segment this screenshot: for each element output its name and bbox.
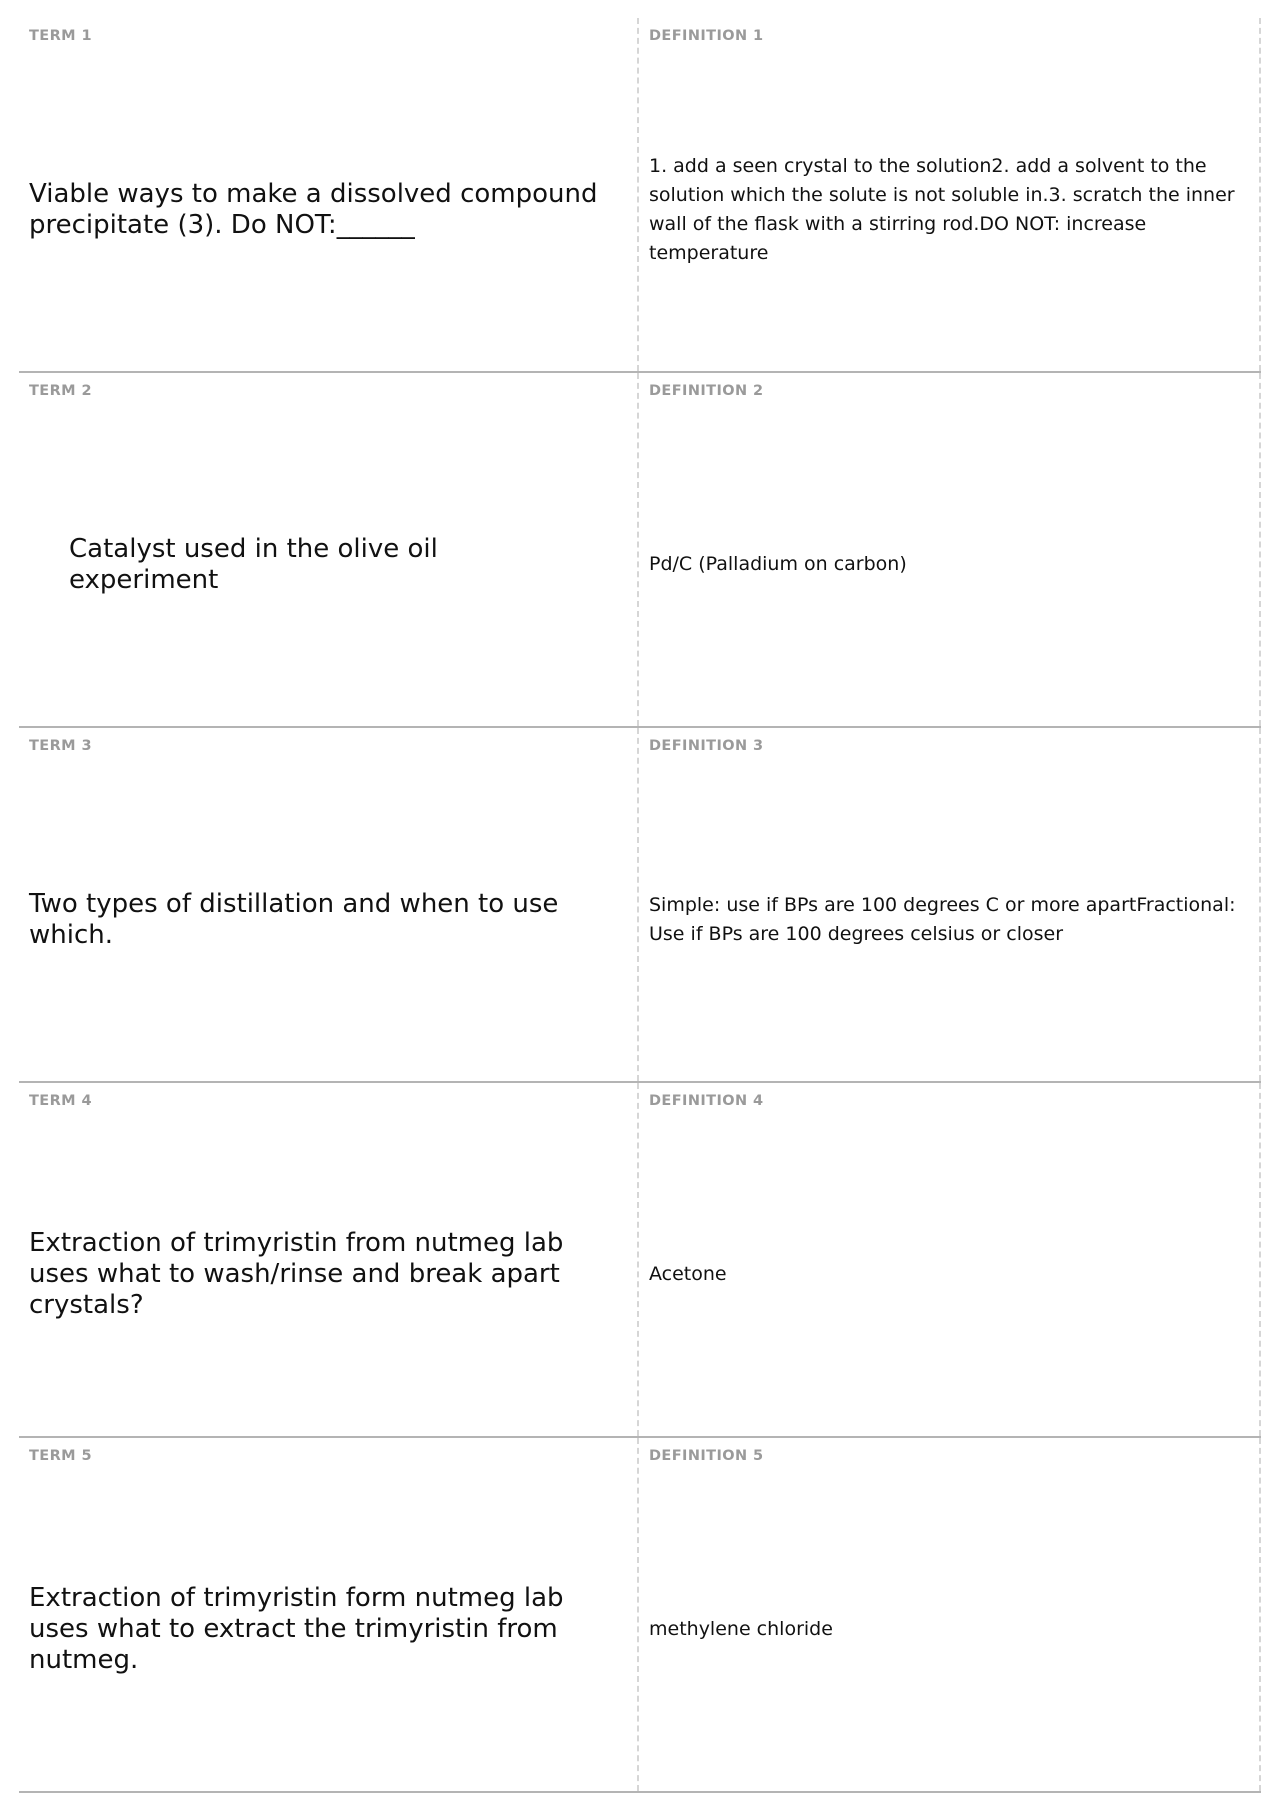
- card-row: [19, 728, 1261, 1083]
- definition-label: DEFINITION 5: [649, 1448, 764, 1464]
- card-row: [19, 373, 1261, 728]
- definition-cell: [639, 1438, 1261, 1791]
- term-text: Extraction of trimyristin from nutmeg lab uses what to wash/rinse and break apart crystals?: [29, 1228, 572, 1320]
- definition-text: 1. add a seen crystal to the solution2. add a solvent to the solution which the solute is not soluble in.3. scratch the inner wall of the flask with a stirring rod.DO NOT: increase temperature: [649, 154, 1235, 264]
- definition-label: DEFINITION 4: [649, 1093, 764, 1109]
- definition-text: Acetone: [649, 1263, 727, 1285]
- definition-cell: [639, 373, 1261, 726]
- definition-label: DEFINITION 1: [649, 28, 764, 44]
- term-text: Two types of distillation and when to use which.: [29, 888, 567, 950]
- term-label: TERM 3: [29, 738, 92, 754]
- term-cell: [19, 728, 639, 1081]
- definition-text: Pd/C (Palladium on carbon): [649, 553, 907, 575]
- term-label: TERM 2: [29, 383, 92, 399]
- term-cell: [19, 1083, 639, 1436]
- term-label: TERM 5: [29, 1448, 92, 1464]
- card-row: [19, 18, 1261, 373]
- term-text: Viable ways to make a dissolved compound precipitate (3). Do NOT:______: [29, 178, 606, 240]
- term-label: TERM 1: [29, 28, 92, 44]
- definition-cell: [639, 728, 1261, 1081]
- definition-cell: [639, 18, 1261, 371]
- definition-label: DEFINITION 2: [649, 383, 764, 399]
- definition-text: methylene chloride: [649, 1618, 833, 1640]
- term-text: Extraction of trimyristin form nutmeg lab uses what to extract the trimyristin from nutmeg.: [29, 1583, 572, 1675]
- definition-text: Simple: use if BPs are 100 degrees C or more apartFractional: Use if BPs are 100 degrees celsius or closer: [649, 893, 1236, 945]
- definition-label: DEFINITION 3: [649, 738, 764, 754]
- term-cell: [19, 373, 639, 726]
- flashcard-sheet: [19, 18, 1261, 1793]
- card-row: [19, 1083, 1261, 1438]
- term-cell: [19, 1438, 639, 1791]
- term-cell: [19, 18, 639, 371]
- term-text: Catalyst used in the olive oil experiment: [69, 533, 447, 595]
- card-row: [19, 1438, 1261, 1793]
- term-label: TERM 4: [29, 1093, 92, 1109]
- definition-cell: [639, 1083, 1261, 1436]
